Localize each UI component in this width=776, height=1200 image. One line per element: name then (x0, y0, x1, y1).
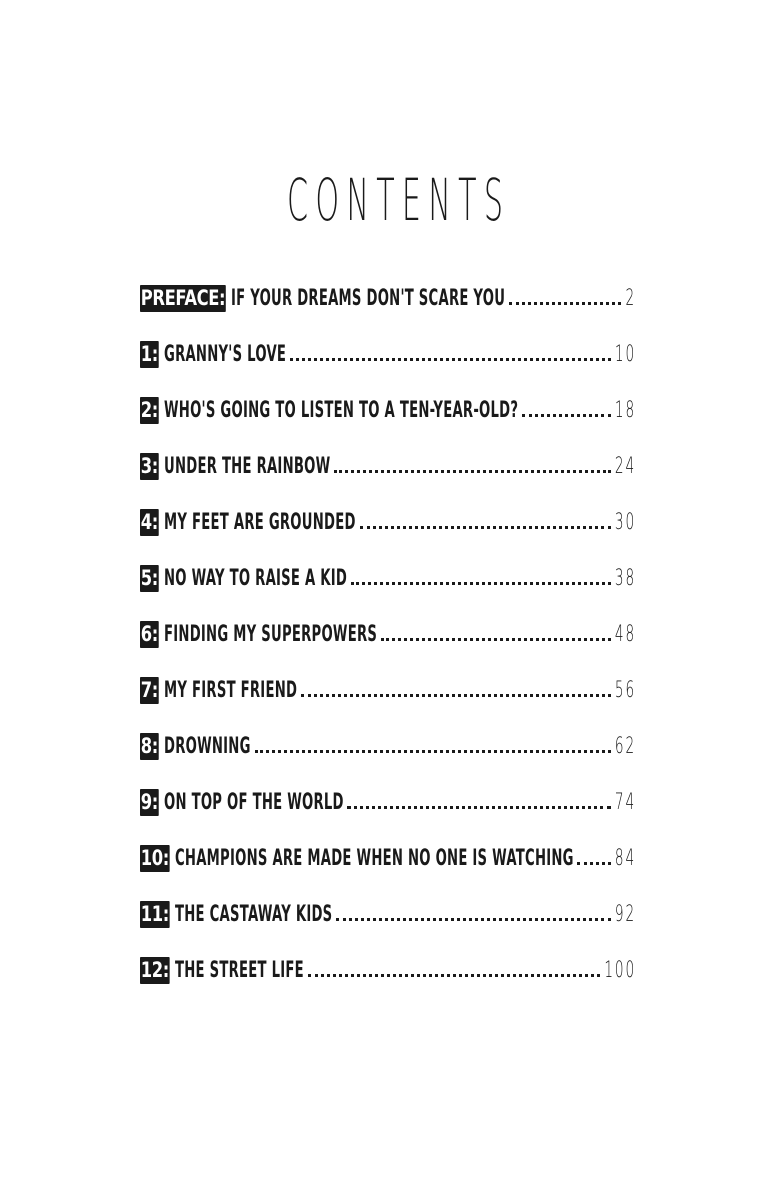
chapter-badge: 8: (140, 733, 158, 758)
chapter-badge: 7: (140, 677, 158, 702)
chapter-title: FINDING MY SUPERPOWERS (163, 621, 377, 647)
chapter-title: THE STREET LIFE (174, 957, 304, 983)
toc-entry-row (140, 281, 636, 315)
dot-leader (360, 526, 611, 529)
chapter-title-wrap (164, 398, 518, 423)
chapter-title-wrap (164, 678, 297, 703)
chapter-badge-wrap (140, 789, 159, 816)
toc-entry-row (140, 561, 636, 595)
toc-entry-row (140, 953, 636, 987)
toc-entry-3[interactable] (140, 438, 636, 494)
chapter-badge: 11: (140, 901, 169, 926)
page-number: 30 (614, 509, 636, 535)
chapter-badge: 2: (140, 397, 158, 422)
toc-entry-row (140, 673, 636, 707)
toc-entry-1[interactable] (140, 326, 636, 382)
chapter-title-wrap (164, 566, 347, 591)
toc-entry-7[interactable] (140, 662, 636, 718)
toc-entry-preface[interactable] (140, 270, 636, 326)
chapter-badge: 4: (140, 509, 158, 534)
page-number: 48 (614, 621, 636, 647)
dot-leader (577, 862, 611, 865)
toc-entry-2[interactable] (140, 382, 636, 438)
toc-entry-11[interactable] (140, 886, 636, 942)
toc-entry-row (140, 393, 636, 427)
toc-entry-10[interactable] (140, 830, 636, 886)
page-number: 2 (625, 285, 636, 311)
chapter-title-wrap (164, 454, 331, 479)
chapter-title: MY FEET ARE GROUNDED (163, 509, 356, 535)
chapter-title-wrap (175, 846, 574, 871)
page-number: 10 (614, 341, 636, 367)
chapter-badge: 6: (140, 621, 158, 646)
page-title: CONTENTS (287, 166, 511, 234)
page-number: 84 (614, 845, 636, 871)
toc-entry-row (140, 449, 636, 483)
chapter-title: MY FIRST FRIEND (163, 677, 297, 703)
page-number: 100 (604, 957, 636, 983)
dot-leader (522, 414, 611, 417)
chapter-title: THE CASTAWAY KIDS (174, 901, 333, 927)
toc-entry-row (140, 785, 636, 819)
dot-leader (347, 806, 611, 809)
dot-leader (336, 918, 611, 921)
dot-leader (308, 974, 601, 977)
chapter-badge-wrap (140, 397, 159, 424)
chapter-title: IF YOUR DREAMS DON'T SCARE YOU (231, 285, 506, 311)
chapter-title-wrap (164, 342, 286, 367)
chapter-badge-wrap (140, 285, 226, 312)
toc-entry-row (140, 897, 636, 931)
chapter-badge-wrap (140, 901, 170, 928)
toc-entry-4[interactable] (140, 494, 636, 550)
chapter-badge-wrap (140, 565, 159, 592)
chapter-title-wrap (164, 510, 356, 535)
dot-leader (255, 750, 611, 753)
chapter-title-wrap (164, 622, 377, 647)
chapter-badge-wrap (140, 957, 170, 984)
chapter-title: WHO'S GOING TO LISTEN TO A TEN-YEAR-OLD? (163, 397, 519, 423)
toc-entry-6[interactable] (140, 606, 636, 662)
chapter-badge: 3: (140, 453, 158, 478)
dot-leader (381, 638, 611, 641)
chapter-title-wrap (175, 958, 304, 983)
dot-leader (351, 582, 611, 585)
chapter-title: UNDER THE RAINBOW (163, 453, 331, 479)
page-number: 74 (614, 789, 636, 815)
page-number: 56 (614, 677, 636, 703)
chapter-badge-wrap (140, 677, 159, 704)
chapter-badge: 5: (140, 565, 158, 590)
page-number: 18 (614, 397, 636, 423)
chapter-title-wrap (164, 790, 344, 815)
dot-leader (290, 358, 611, 361)
chapter-badge: 9: (140, 789, 158, 814)
toc-entry-12[interactable] (140, 942, 636, 998)
chapter-badge: 12: (140, 957, 169, 982)
page-number: 62 (614, 733, 636, 759)
chapter-title: CHAMPIONS ARE MADE WHEN NO ONE IS WATCHING (174, 845, 574, 871)
page-number: 24 (614, 453, 636, 479)
dot-leader (334, 470, 611, 473)
chapter-badge-wrap (140, 509, 159, 536)
page-number: 38 (614, 565, 636, 591)
dot-leader (509, 302, 621, 305)
chapter-badge: PREFACE: (140, 285, 226, 310)
chapter-title: DROWNING (163, 733, 251, 759)
chapter-title-wrap (164, 734, 251, 759)
toc-entry-9[interactable] (140, 774, 636, 830)
toc-entry-row (140, 337, 636, 371)
toc-entry-row (140, 841, 636, 875)
chapter-title-wrap (231, 286, 505, 311)
chapter-title: GRANNY'S LOVE (163, 341, 286, 367)
page-number: 92 (614, 901, 636, 927)
table-of-contents (140, 270, 636, 998)
chapter-badge: 10: (140, 845, 169, 870)
chapter-badge-wrap (140, 845, 170, 872)
chapter-title: NO WAY TO RAISE A KID (163, 565, 347, 591)
chapter-badge-wrap (140, 453, 159, 480)
chapter-title: ON TOP OF THE WORLD (163, 789, 344, 815)
toc-entry-8[interactable] (140, 718, 636, 774)
chapter-badge-wrap (140, 341, 159, 368)
chapter-badge-wrap (140, 621, 159, 648)
toc-entry-row (140, 729, 636, 763)
chapter-title-wrap (175, 902, 333, 927)
dot-leader (301, 694, 611, 697)
chapter-badge: 1: (140, 341, 158, 366)
toc-entry-row (140, 505, 636, 539)
toc-entry-row (140, 617, 636, 651)
chapter-badge-wrap (140, 733, 159, 760)
toc-entry-5[interactable] (140, 550, 636, 606)
